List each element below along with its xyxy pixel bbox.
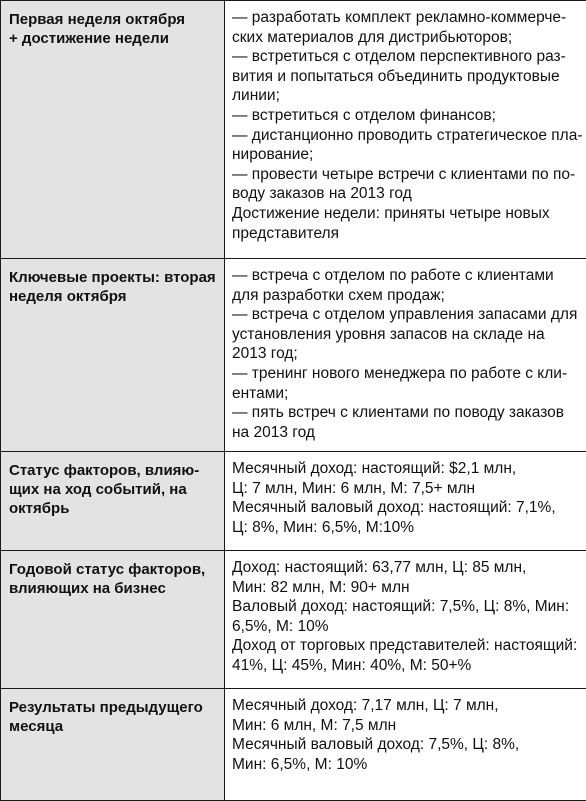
content-line: — встреча с отделом управления запасами для — [232, 305, 580, 325]
content-line: — встреча с отделом по работе с клиентами — [232, 266, 580, 286]
table-row — [1, 452, 586, 551]
content-line: воду заказов на 2013 год — [232, 184, 580, 204]
content-line: — провести четыре встречи с клиентами по по- — [232, 165, 580, 185]
content-line: — встретиться с отделом финансов; — [232, 106, 580, 126]
row-content-cell — [225, 259, 586, 452]
content-line: ских материалов для дистрибьюторов; — [232, 28, 580, 48]
content-line: линии; — [232, 86, 580, 106]
content-line: Ц: 7 млн, Мин: 6 млн, М: 7,5+ млн — [232, 479, 580, 499]
content-line: Мин: 6 млн, М: 7,5 млн — [232, 716, 580, 736]
row-label-line: Годовой статус факторов, — [9, 560, 216, 579]
row-label-line: месяца — [9, 717, 216, 736]
row-label-line: щих на ход событий, на — [9, 480, 216, 499]
content-line: Мин: 6,5%, М: 10% — [232, 755, 580, 775]
content-line: — разработать комплект рекламно-коммерче- — [232, 8, 580, 28]
content-line: Мин: 82 млн, М: 90+ млн — [232, 578, 580, 598]
row-label-cell — [1, 452, 225, 551]
content-line: 2013 год; — [232, 344, 580, 364]
row-label-cell — [1, 689, 225, 801]
row-content-cell — [225, 689, 586, 801]
row-label-line: Ключевые проекты: вторая — [9, 268, 216, 287]
row-content-cell — [225, 1, 586, 259]
table-row — [1, 689, 586, 801]
row-label-cell — [1, 1, 225, 259]
content-line: — тренинг нового менеджера по работе с кли- — [232, 364, 580, 384]
content-line: Месячный доход: настоящий: $2,1 млн, — [232, 459, 580, 479]
row-label-line: Первая неделя октября — [9, 10, 216, 29]
content-line: представителя — [232, 224, 580, 244]
content-line: Доход от торговых представителей: настоящий: — [232, 636, 580, 656]
content-line: установления уровня запасов на складе на — [232, 325, 580, 345]
table-row — [1, 259, 586, 452]
content-line: Ц: 8%, Мин: 6,5%, М:10% — [232, 518, 580, 538]
content-line: Месячный валовый доход: настоящий: 7,1%, — [232, 498, 580, 518]
content-line: 41%, Ц: 45%, Мин: 40%, М: 50+% — [232, 656, 580, 676]
content-line: Месячный валовый доход: 7,5%, Ц: 8%, — [232, 735, 580, 755]
content-line: вития и попытаться объединить продуктовые — [232, 67, 580, 87]
content-line: Валовый доход: настоящий: 7,5%, Ц: 8%, Мин: — [232, 597, 580, 617]
content-line: — пять встреч с клиентами по поводу заказов — [232, 403, 580, 423]
row-content-cell — [225, 452, 586, 551]
content-line: Месячный доход: 7,17 млн, Ц: 7 млн, — [232, 696, 580, 716]
content-line: для разработки схем продаж; — [232, 286, 580, 306]
content-line: на 2013 год — [232, 423, 580, 443]
content-line: Доход: настоящий: 63,77 млн, Ц: 85 млн, — [232, 558, 580, 578]
table-row — [1, 1, 586, 259]
table-row — [1, 551, 586, 689]
content-line: — дистанционно проводить стратегическое пла- — [232, 126, 580, 146]
content-line: нирование; — [232, 145, 580, 165]
row-label-line: неделя октября — [9, 287, 216, 306]
row-content-cell — [225, 551, 586, 689]
content-line: Достижение недели: приняты четыре новых — [232, 204, 580, 224]
content-line: 6,5%, М: 10% — [232, 617, 580, 637]
row-label-line: влияющих на бизнес — [9, 579, 216, 598]
content-line: — встретиться с отделом перспективного раз- — [232, 47, 580, 67]
content-line: ентами; — [232, 384, 580, 404]
row-label-cell — [1, 551, 225, 689]
row-label-line: + достижение недели — [9, 29, 216, 48]
row-label-line: Результаты предыдущего — [9, 698, 216, 717]
row-label-cell — [1, 259, 225, 452]
row-label-line: Статус факторов, влияю- — [9, 461, 216, 480]
row-label-line: октябрь — [9, 499, 216, 518]
